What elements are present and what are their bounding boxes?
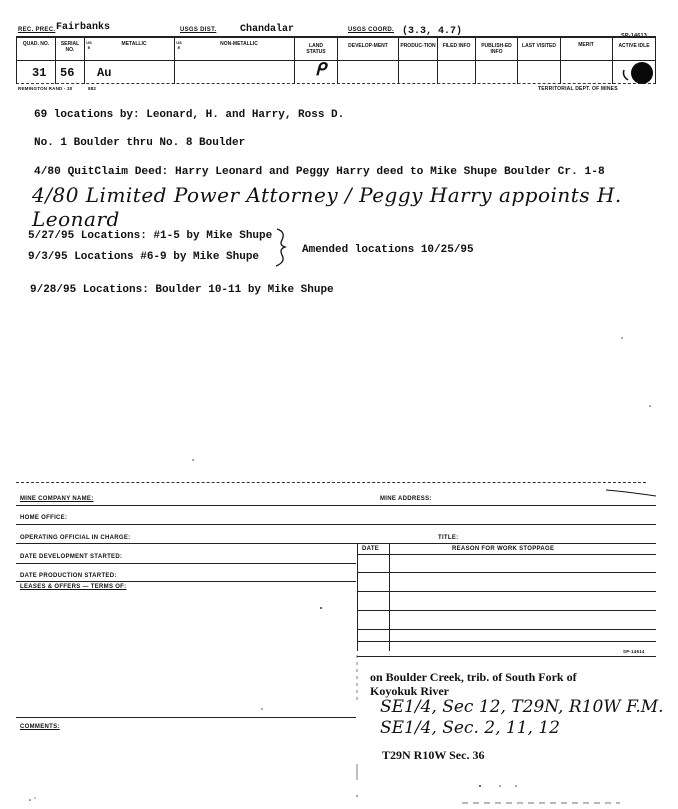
grid-line [612,36,613,84]
rule-line [357,629,656,630]
rule-line [357,610,656,611]
grid-line [337,36,338,84]
land-status-mark: ᑭ [315,60,326,80]
usgs-coord-value: (3.3, 4.7) [402,26,463,37]
comments-label: COMMENTS: [20,724,60,730]
entry-handwritten-attorney: 4/80 Limited Power Attorney / Peggy Harry appoints H. Leonard [32,183,622,231]
grid-line [437,36,438,84]
quad-value: 31 [32,66,47,80]
grid-line [517,36,518,84]
entry-locations-1-5: 5/27/95 Locations: #1-5 by Mike Shupe [28,230,273,242]
entry-amended-locations: Amended locations 10/25/95 [302,244,474,256]
grid-line [475,36,476,84]
production-header: PRODUC-TION [400,43,436,49]
rule-line [357,641,656,642]
grid-line [560,36,561,84]
grid-line [84,36,85,84]
entry-locations-6-9: 9/3/95 Locations #6-9 by Mike Shupe [28,251,260,263]
mine-company-name-label: MINE COMPANY NAME: [20,496,94,502]
entry-quitclaim-deed: 4/80 QuitClaim Deed: Harry Leonard and Peggy Harry deed to Mike Shupe Boulder Cr. 1-8 [34,166,605,178]
usgs-dist-label: USGS DIST. [180,27,217,33]
location-line-1: on Boulder Creek, trib. of South Fork of [370,670,577,684]
location-handwritten-1: SE1/4, Sec 12, T29N, R10W F.M. [380,697,664,717]
rule-line [357,554,656,555]
rec-prec-label: REC. PREC. [18,27,56,33]
active-idle-header: ACTIVE IDLE [618,43,650,49]
serial-header: SERIAL NO. [60,41,80,53]
entry-boulder-10-11: 9/28/95 Locations: Boulder 10-11 by Mike Shupe [30,284,334,296]
land-status-header: LAND STATUS [306,43,326,55]
rule-line [357,656,656,657]
leases-offers-label: LEASES & OFFERS — TERMS OF: [20,584,127,590]
location-line-3: T29N R10W Sec. 36 [382,748,485,762]
mine-address-label: MINE ADDRESS: [380,496,432,502]
rule-line [16,581,356,582]
rule-line [16,505,656,506]
date-production-label: DATE PRODUCTION STARTED: [20,573,117,579]
usgs-coord-label: USGS COORD. [348,27,394,33]
filed-info-header: FILED INFO [442,43,471,49]
serial-value: 56 [60,66,75,80]
footer-right-label: TERRITORIAL DEPT. OF MINES [538,86,618,92]
grid-line [294,36,295,84]
grid-line [174,36,175,84]
usgs-dist-value: Chandalar [240,24,295,35]
grid-line [398,36,399,84]
development-header: DEVELOP-MENT [348,43,388,49]
stoppage-date-header: DATE [362,546,380,552]
nonmetallic-header: NON-METALLIC [220,41,258,47]
metallic-header: METALLIC [121,41,147,47]
rule-line [357,572,656,573]
rule-line [16,482,646,483]
rule-line [357,591,656,592]
merit-header: MERIT [578,42,594,48]
entry-boulder-range: No. 1 Boulder thru No. 8 Boulder [34,137,246,149]
title-label: TITLE: [438,535,459,541]
form-number-top: SP-14613 [621,33,648,39]
location-handwritten-2: SE1/4, Sec. 2, 11, 12 [380,718,560,738]
metallic-value: Au [97,66,112,80]
idle-status-dot [618,60,654,86]
use-header-2: USE [176,40,182,50]
rule-line [16,524,656,525]
pen-stroke-mark [604,486,658,498]
footer-left-label: REMINGTON RAND - 20 [18,86,73,91]
home-office-label: HOME OFFICE: [20,515,68,521]
operating-official-label: OPERATING OFFICIAL IN CHARGE: [20,535,131,541]
rec-prec-value: Fairbanks [56,22,111,33]
brace-icon [272,226,292,268]
footer-left-code: 882 [88,86,97,91]
quad-header: QUAD. NO. [22,41,50,47]
grid-line [357,543,358,651]
form-number-bottom: SP-14614 [623,649,645,654]
entry-locations-by: 69 locations by: Leonard, H. and Harry, Ross D. [34,109,345,121]
location-line-2: Koyokuk River [370,684,450,698]
rule-line [16,543,656,544]
rule-line [16,717,356,718]
published-info-header: PUBLISH-ED INFO [481,43,512,55]
grid-line [389,543,390,651]
date-development-label: DATE DEVELOPMENT STARTED: [20,554,123,560]
use-header-1: USE [86,40,92,50]
last-visited-header: LAST VISITED [522,43,556,49]
rule-line [16,563,356,564]
grid-line [655,36,656,84]
stoppage-reason-header: REASON FOR WORK STOPPAGE [452,546,555,552]
